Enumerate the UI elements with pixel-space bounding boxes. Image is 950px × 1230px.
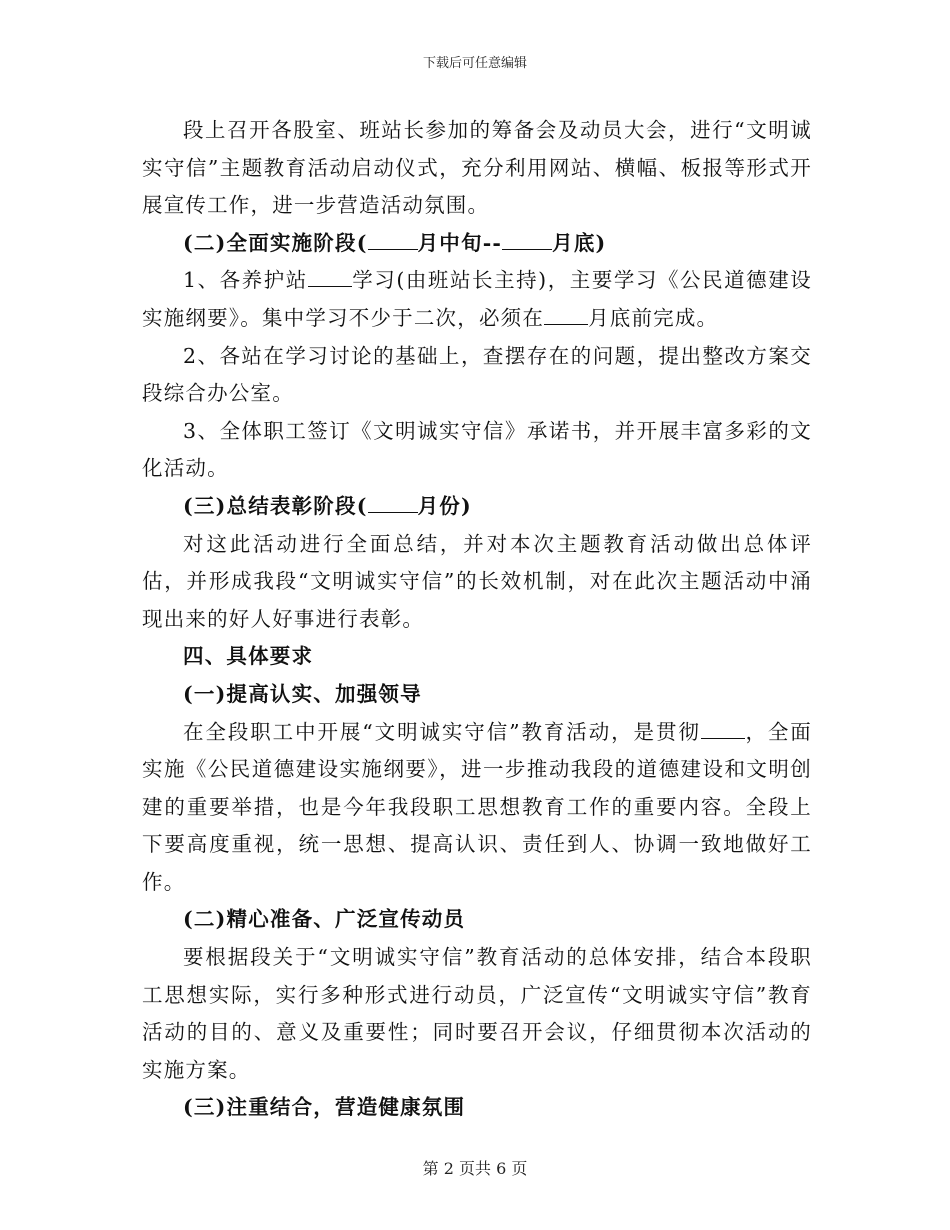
heading-full-implementation-stage (142, 225, 812, 263)
blank-line (502, 228, 552, 250)
paragraph-7: 要根据段关于“文明诚实守信”教育活动的总体安排，结合本段职工思想实际，实行多种形式进行动员，广泛宣传“文明诚实守信”教育活动的目的、意义及重要性；同时要召开会议，仔细贯彻本次活动的实施方案。 (142, 945, 812, 1082)
blank-line (368, 491, 418, 513)
blank-line (308, 266, 352, 288)
heading-text: (二)全面实施阶段( (183, 230, 368, 255)
heading-leadership: (一)提高认实、加强领导 (183, 681, 422, 706)
blank-line (368, 228, 418, 250)
heading-text: 月份) (417, 493, 472, 518)
paragraph-2 (142, 262, 812, 337)
heading-text: 月底) (552, 230, 607, 255)
paragraph-text: ，全面实施《公民道德建设实施纲要》，进一步推动我段的道德建设和文明创建的重要举措，也是今年我段职工思想教育工作的重要内容。全段上下要高度重视，统一思想、提高认识、责任到人、协调一致地做好工作。 (142, 719, 812, 894)
document-body (142, 112, 812, 1127)
heading-preparation: (二)精心准备、广泛宣传动员 (183, 907, 466, 932)
paragraph-text: 1、各养护站 (183, 268, 308, 293)
heading-specific-requirements: 四、具体要求 (183, 644, 314, 669)
paragraph-text: 月底前完成。 (588, 305, 719, 330)
paragraph-1: 段上召开各股室、班站长参加的筹备会及动员大会，进行“文明诚实守信”主题教育活动启动仪式，充分利用网站、横幅、板报等形式开展宣传工作，进一步营造活动氛围。 (142, 118, 812, 218)
paragraph-3: 2、各站在学习讨论的基础上，查摆存在的问题，提出整改方案交段综合办公室。 (142, 343, 812, 406)
paragraph-6 (142, 714, 812, 902)
heading-text: 月中旬-- (417, 230, 503, 255)
page-footer: 第 2 页共 6 页 (422, 1159, 528, 1178)
blank-line (701, 717, 745, 739)
paragraph-4: 3、全体职工签订《文明诚实守信》承诺书，并开展丰富多彩的文化活动。 (142, 418, 812, 481)
blank-line (544, 303, 588, 325)
heading-text: (三)总结表彰阶段( (183, 493, 368, 518)
heading-atmosphere: (三)注重结合，营造健康氛围 (183, 1095, 466, 1120)
paragraph-text: 在全段职工中开展“文明诚实守信”教育活动，是贯彻 (183, 719, 701, 744)
heading-summary-stage (142, 488, 812, 526)
paragraph-5: 对这此活动进行全面总结，并对本次主题教育活动做出总体评估，并形成我段“文明诚实守信”的长效机制，对在此次主题活动中涌现出来的好人好事进行表彰。 (142, 531, 812, 631)
page-header: 下载后可任意编辑 (422, 56, 527, 71)
paragraph-text: 学习(由班站长主持)，主要学习《公民道德建设实施纲要》。集中学习不少于二次，必须在 (142, 268, 812, 330)
